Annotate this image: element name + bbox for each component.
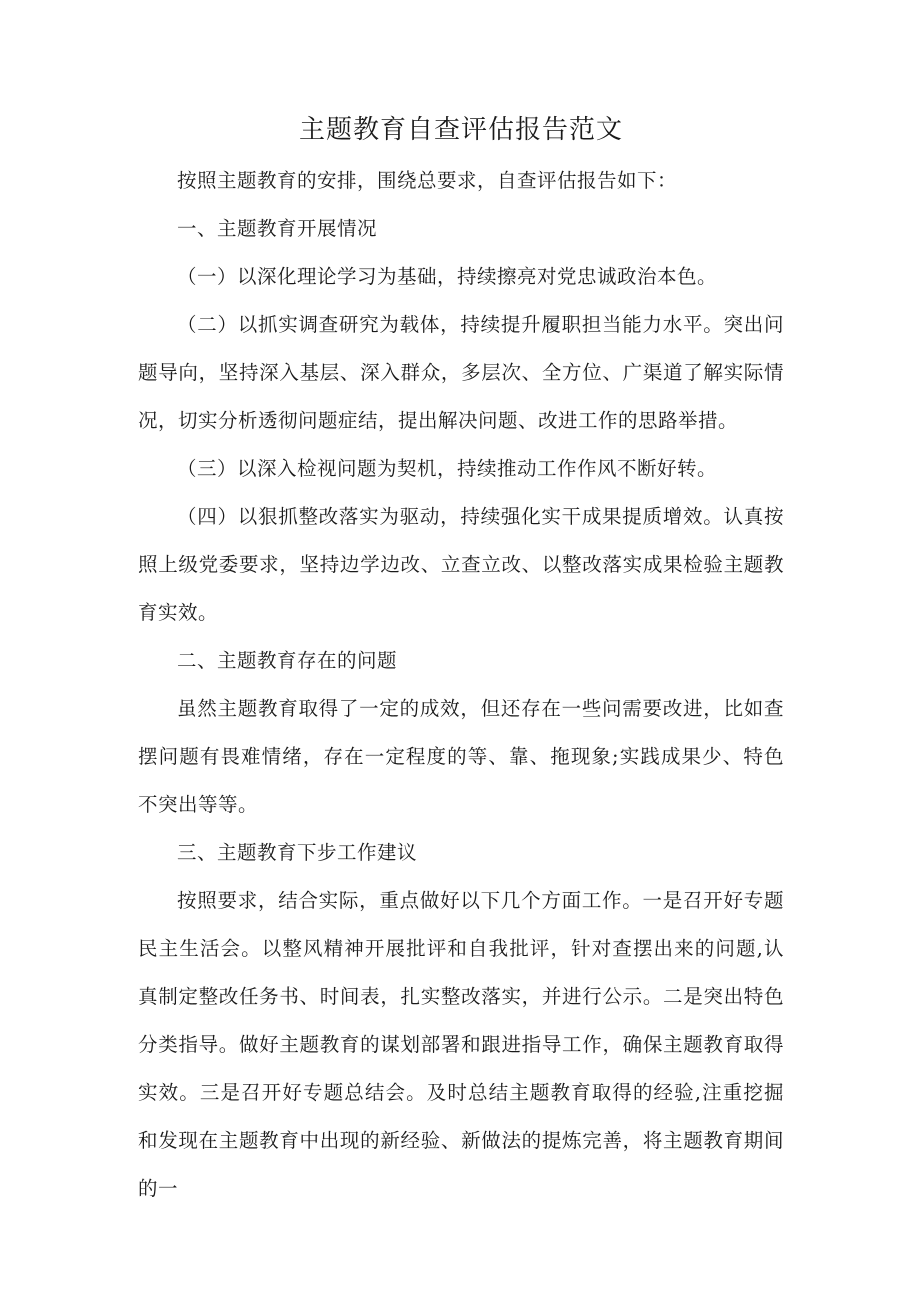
section-2-paragraph: 虽然主题教育取得了一定的成效，但还存在一些问需要改进，比如查摆问题有畏难情绪，存在一定程度的等、靠、拖现象;实践成果少、特色不突出等等。: [138, 697, 784, 816]
document-title: 主题教育自查评估报告范文: [298, 115, 623, 145]
section-1-item-3: （三）以深入检视问题为契机，持续推动工作作风不断好转。: [177, 457, 718, 480]
section-heading-3: 三、主题教育下步工作建议: [177, 841, 418, 864]
intro-paragraph: 按照主题教育的安排，围绕总要求，自查评估报告如下：: [177, 169, 678, 192]
section-1-item-1: （一）以深化理论学习为基础，持续擦亮对党忠诚政治本色。: [177, 265, 718, 288]
section-heading-1: 一、主题教育开展情况: [177, 217, 378, 240]
section-3-paragraph: 按照要求，结合实际，重点做好以下几个方面工作。一是召开好专题民主生活会。以整风精神开展批评和自我批评，针对查摆出来的问题,认真制定整改任务书、时间表，扎实整改落实，并进行公示。二是突出特色分类指导。做好主题教育的谋划部署和跟进指导工作，确保主题教育取得实效。三是召开好专题总结会。及时总结主题教育取得的经验,注重挖掘和发现在主题教育中出现的新经验、新做法的提炼完善，将主题教育期间的一: [138, 889, 784, 1200]
section-1-item-2: （二）以抓实调查研究为载体，持续提升履职担当能力水平。突出问题导向，坚持深入基层、深入群众，多层次、全方位、广渠道了解实际情况，切实分析透彻问题症结，提出解决问题、改进工作的思路举措。: [138, 313, 784, 432]
section-1-item-4: （四）以狠抓整改落实为驱动，持续强化实干成果提质增效。认真按照上级党委要求，坚持边学边改、立查立改、以整改落实成果检验主题教育实效。: [138, 505, 784, 624]
document-body: [138, 106, 784, 1213]
section-heading-2: 二、主题教育存在的问题: [177, 649, 398, 672]
